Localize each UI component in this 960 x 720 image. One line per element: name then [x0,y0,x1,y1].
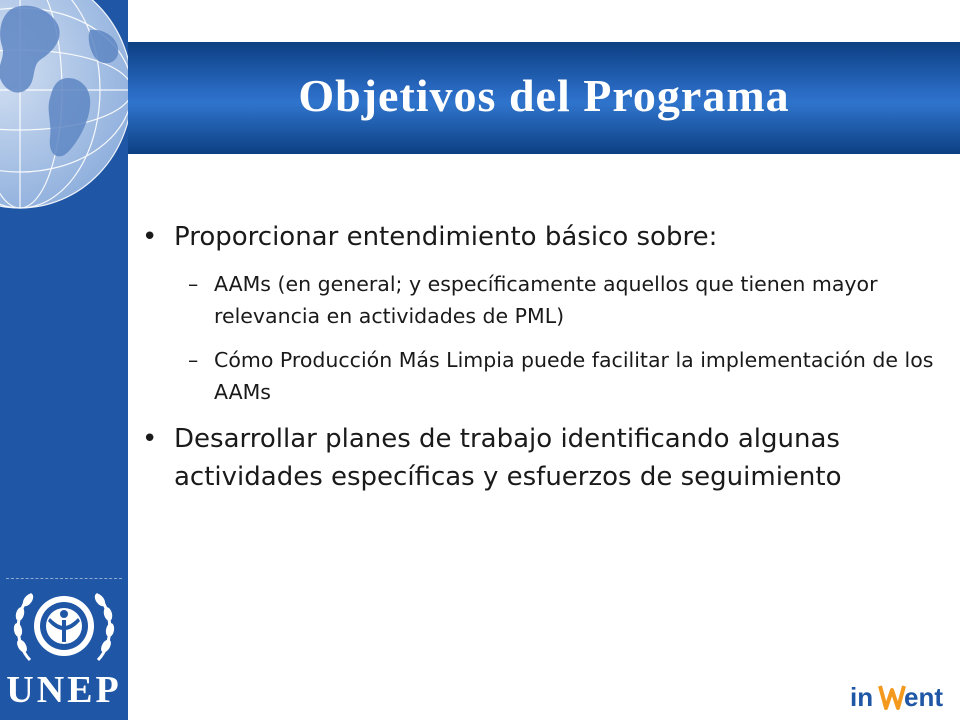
invent-logo-icon [850,676,956,716]
bullet-item [142,218,942,256]
left-sidebar [0,0,128,720]
sidebar-divider [6,578,122,579]
bullet-text: Desarrollar planes de trabajo identificando algunas actividades específicas y esfuerzos de seguimiento [174,424,842,492]
sub-bullet-text: AAMs (en general; y específicamente aquellos que tienen mayor relevancia en actividades de PML) [214,272,878,328]
title-bar [128,42,960,154]
invent-logo-suffix: ent [904,682,943,712]
sub-bullet-marker: – [188,348,199,372]
slide-content [142,218,942,508]
sub-bullet-marker: – [188,272,199,296]
sub-bullet-item [142,344,942,408]
sub-bullet-item [142,268,942,332]
bullet-item [142,420,942,496]
invent-logo-prefix: in [850,682,874,712]
globe-icon [0,0,128,230]
sub-bullet-text: Cómo Producción Más Limpia puede facilitar la implementación de los AAMs [214,348,934,404]
unep-logo-text: UNEP [6,669,122,711]
bullet-marker: • [142,222,158,252]
bullet-text: Proporcionar entendimiento básico sobre: [174,222,718,252]
slide-title: Objetivos del Programa [298,70,790,121]
bullet-marker: • [142,424,158,454]
unep-emblem-icon [8,580,120,670]
